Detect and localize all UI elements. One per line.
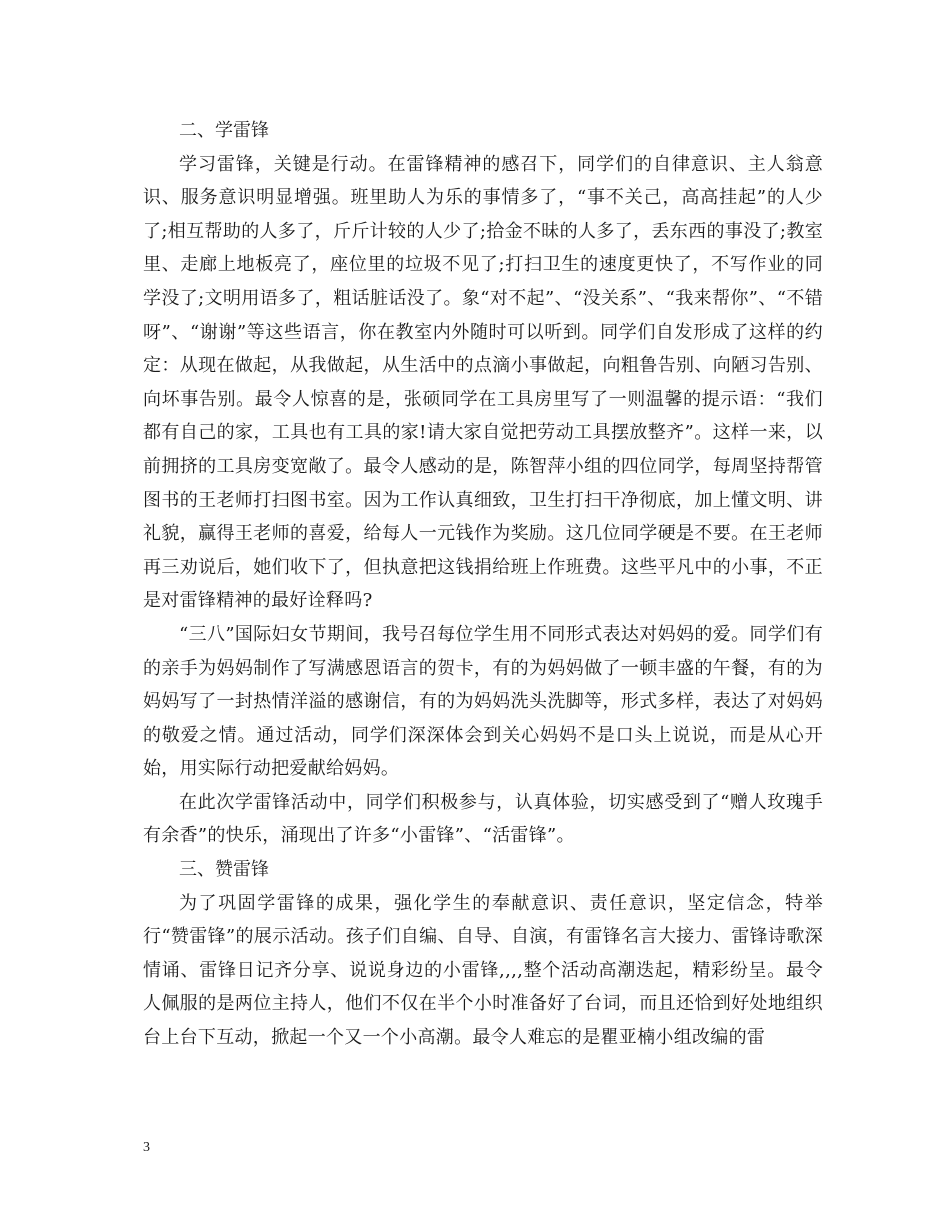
section-heading-learn: 二、学雷锋 xyxy=(179,120,269,141)
paragraph-showcase: 为了巩固学雷锋的成果，强化学生的奉献意识、责任意识，坚定信念，特举行“赞雷锋”的展示活动。孩子们自编、自导、自演，有雷锋名言大接力、雷锋诗歌深情诵、雷锋日记齐分享、说说身边的小雷锋,,,,整个活动高潮迭起，精彩纷呈。最令人佩服的是两位主持人，他们不仅在半个小时准备好了台词，而且还恰到好处地组织台上台下互动，掀起一个又一个小高潮。最令人难忘的是瞿亚楠小组改编的雷 xyxy=(143,892,823,1049)
document-body xyxy=(143,114,823,1055)
section-heading-praise: 三、赞雷锋 xyxy=(179,859,269,881)
page-number: 3 xyxy=(143,1140,150,1155)
paragraph-actions: 学习雷锋，关键是行动。在雷锋精神的感召下，同学们的自律意识、主人翁意识、服务意识明显增强。班里助人为乐的事情多了，“事不关己，高高挂起”的人少了;相互帮助的人多了，斤斤计较的人少了;拾金不昧的人多了，丢东西的事没了;教室里、走廊上地板亮了，座位里的垃圾不见了;打扫卫生的速度更快了，不写作业的同学没了;文明用语多了，粗话脏话没了。象“对不起”、“没关系”、“我来帮你”、“不错呀”、“谢谢”等这些语言，你在教室内外随时可以听到。同学们自发形成了这样的约定：从现在做起，从我做起，从生活中的点滴小事做起，向粗鲁告别、向陋习告别、向坏事告别。最令人惊喜的是，张硕同学在工具房里写了一则温馨的提示语：“我们都有自己的家，工具也有工具的家!请大家自觉把劳动工具摆放整齐”。这样一来，以前拥挤的工具房变宽敞了。最令人感动的是，陈智萍小组的四位同学，每周坚持帮管图书的王老师打扫图书室。因为工作认真细致，卫生打扫干净彻底，加上懂文明、讲礼貌，赢得王老师的喜爱，给每人一元钱作为奖励。这几位同学硬是不要。在王老师再三劝说后，她们收下了，但执意把这钱捐给班上作班费。这些平凡中的小事，不正是对雷锋精神的最好诠释吗? xyxy=(143,153,823,612)
paragraph-participation: 在此次学雷锋活动中，同学们积极参与，认真体验，切实感受到了“赠人玫瑰手有余香”的快乐，涌现出了许多“小雷锋”、“活雷锋”。 xyxy=(143,791,823,847)
paragraph-womens-day: “三八”国际妇女节期间，我号召每位学生用不同形式表达对妈妈的爱。同学们有的亲手为妈妈制作了写满感恩语言的贺卡，有的为妈妈做了一顿丰盛的午餐，有的为妈妈写了一封热情洋溢的感谢信，有的为妈妈洗头洗脚等，形式多样，表达了对妈妈的敬爱之情。通过活动，同学们深深体会到关心妈妈不是口头上说说，而是从心开始，用实际行动把爱献给妈妈。 xyxy=(143,623,823,780)
